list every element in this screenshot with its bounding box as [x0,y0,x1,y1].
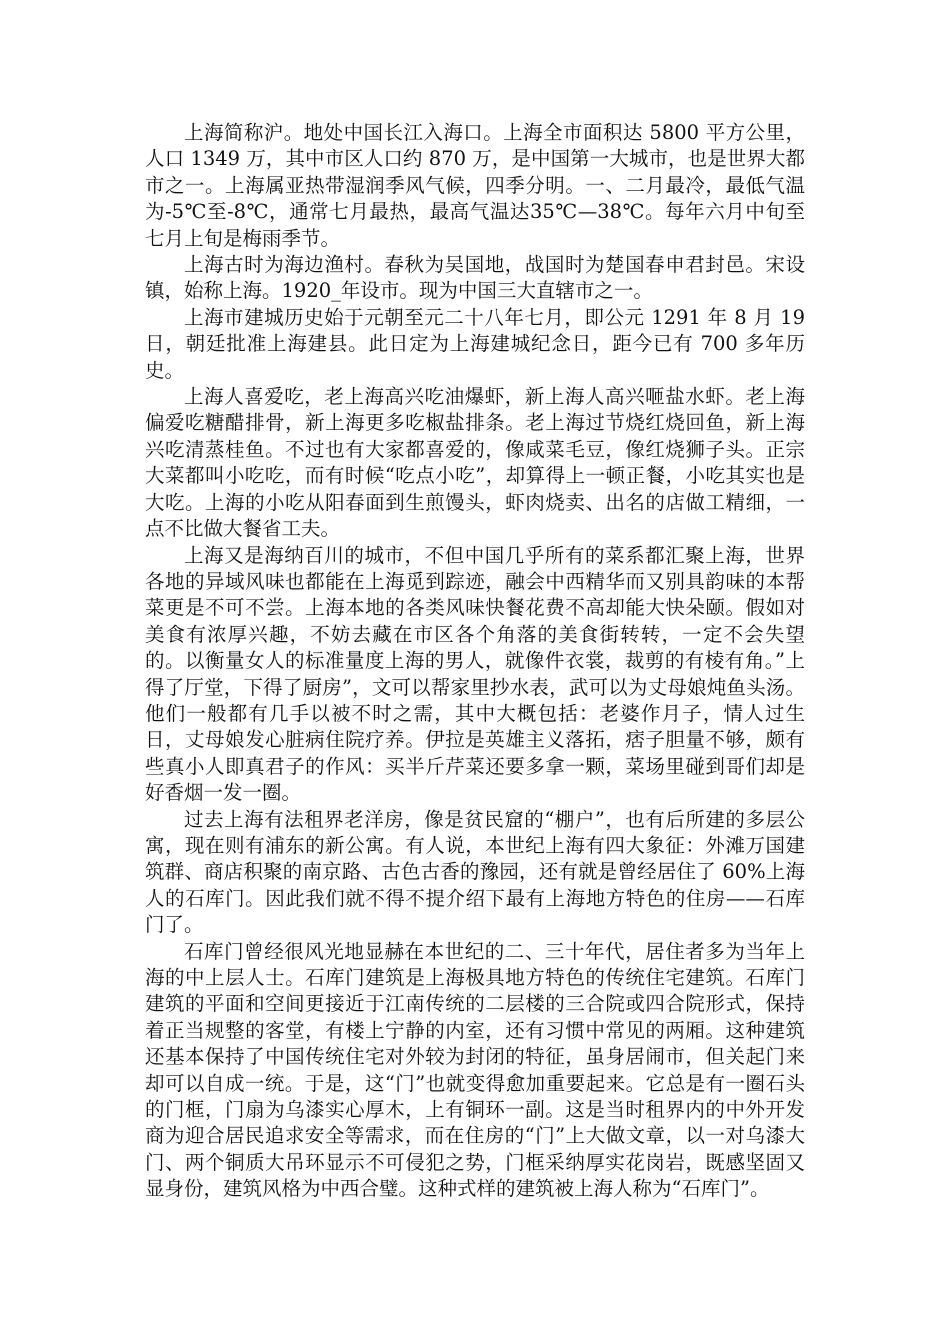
paragraph-cuisine-and-men: 上海又是海纳百川的城市，不但中国几乎所有的菜系都汇聚上海，世界各地的异域风味也都能在上海觅到踪迹，融会中西精华而又别具韵味的本帮菜更是不可不尝。上海本地的各类风味快餐花费不高却能大快朵颐。假如对美食有浓厚兴趣，不妨去藏在市区各个角落的美食街转转，一定不会失望的。以衡量女人的标准量度上海的男人，就像件衣裳，裁剪的有棱有角。”上得了厅堂，下得了厨房”，文可以帮家里抄水表，武可以为丈母娘炖鱼头汤。他们一般都有几手以被不时之需，其中大概包括：老婆作月子，情人过生日，丈母娘发心脏病住院疗养。伊拉是英雄主义落拓，痞子胆量不够，颇有些真小人即真君子的作风：买半斤芹菜还要多拿一颗，菜场里碰到哥们却是好香烟一发一圈。 [145,543,805,805]
paragraph-ancient-history: 上海古时为海边渔村。春秋为吴国地，战国时为楚国春申君封邑。宋设镇，始称上海。1920_年设市。现为中国三大直辖市之一。 [145,253,805,303]
paragraph-overview: 上海简称沪。地处中国长江入海口。上海全市面积达 5800 平方公里，人口 1349 万，其中市区人口约 870 万，是中国第一大城市，也是世界大都市之一。上海属亚热带湿润季风气候，四季分明。一、二月最冷，最低气温为-5℃至-8℃，通常七月最热，最高气温达35℃—38℃。每年六月中旬至七月上旬是梅雨季节。 [145,121,805,250]
paragraph-food: 上海人喜爱吃，老上海高兴吃油爆虾，新上海人高兴咂盐水虾。老上海偏爱吃糖醋排骨，新上海更多吃椒盐排条。老上海过节烧红烧回鱼，新上海兴吃清蒸桂鱼。不过也有大家都喜爱的，像咸菜毛豆，像红烧狮子头。正宗大菜都叫小吃吃，而有时候“吃点小吃”，却算得上一顿正餐，小吃其实也是大吃。上海的小吃从阳春面到生煎馒头，虾肉烧卖、出名的店做工精细，一点不比做大餐省工夫。 [145,385,805,541]
paragraph-shikumen: 石库门曾经很风光地显赫在本世纪的二、三十年代，居住者多为当年上海的中上层人士。石库门建筑是上海极具地方特色的传统住宅建筑。石库门建筑的平面和空间更接近于江南传统的二层楼的三合院或四合院形式，保持着正当规整的客堂，有楼上宁静的内室，还有习惯中常见的两厢。这种建筑还基本保持了中国传统住宅对外较为封闭的特征，虽身居闹市，但关起门来却可以自成一统。于是，这“门”也就变得愈加重要起来。它总是有一圈石头的门框，门扇为乌漆实心厚木，上有铜环一副。这是当时租界内的中外开发商为迎合居民追求安全等需求，而在住房的“门”上大做文章，以一对乌漆大门、两个铜质大吊环显示不可侵犯之势，门框采纳厚实花岗岩，既感坚固又显身份，建筑风格为中西合璧。这种式样的建筑被上海人称为“石库门”。 [145,939,805,1201]
document-page [145,120,805,1203]
paragraph-city-founding: 上海市建城历史始于元朝至元二十八年七月，即公元 1291 年 8 月 19 日，朝廷批准上海建县。此日定为上海建城纪念日，距今已有 700 多年历史。 [145,305,805,382]
paragraph-housing: 过去上海有法租界老洋房，像是贫民窟的“棚户”，也有后所建的多层公寓，现在则有浦东的新公寓。有人说，本世纪上海有四大象征：外滩万国建筑群、商店积聚的南京路、古色古香的豫园，还有就是曾经居住了 60%上海人的石库门。因此我们就不得不提介绍下最有上海地方特色的住房——石库门了。 [145,807,805,937]
